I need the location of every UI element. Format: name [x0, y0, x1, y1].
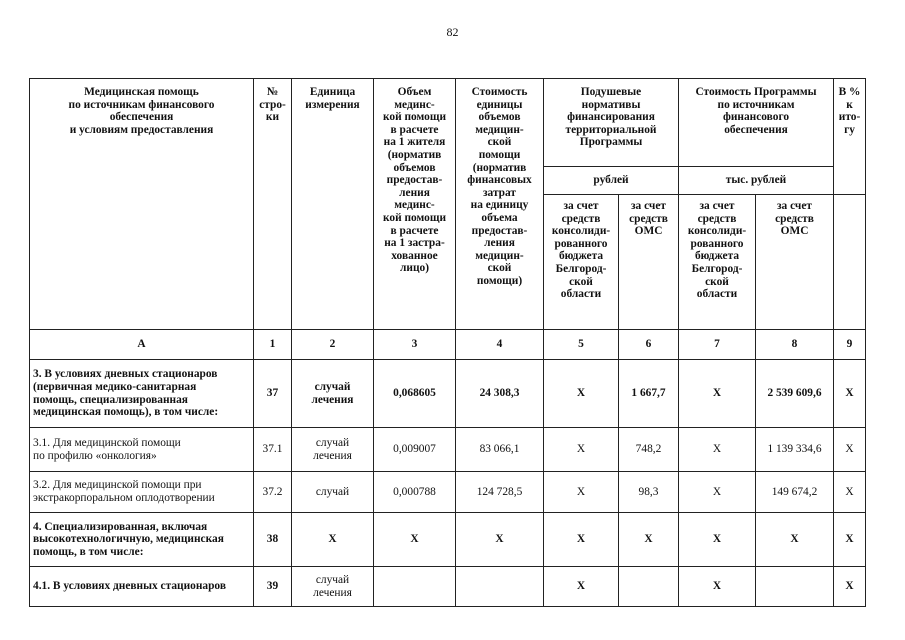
- row-number: 38: [254, 513, 292, 567]
- row-program-budget: Х: [679, 360, 756, 428]
- row-cost: 124 728,5: [456, 472, 544, 513]
- row-number: 37.1: [254, 428, 292, 472]
- row-per-capita-oms: 1 667,7: [619, 360, 679, 428]
- row-program-oms: Х: [756, 513, 834, 567]
- row-per-capita-oms: 98,3: [619, 472, 679, 513]
- row-program-oms: 1 139 334,6: [756, 428, 834, 472]
- row-program-budget: Х: [679, 513, 756, 567]
- row-number: 37.2: [254, 472, 292, 513]
- row-cost: [456, 567, 544, 607]
- row-percent: Х: [834, 360, 866, 428]
- row-per-capita-budget: Х: [544, 513, 619, 567]
- row-label: 3.1. Для медицинской помощи по профилю «онкология»: [30, 428, 254, 472]
- row-percent: Х: [834, 428, 866, 472]
- table-row: [30, 360, 866, 428]
- row-label: 3. В условиях дневных стационаров (первичная медико-санитарная помощь, специализированная медицинская помощь), в том числе:: [30, 360, 254, 428]
- row-label: 3.2. Для медицинской помощи при экстракорпоральном оплодотворении: [30, 472, 254, 513]
- row-unit: случай лечения: [292, 360, 374, 428]
- row-percent: Х: [834, 513, 866, 567]
- header-unit: Единица измерения: [292, 79, 374, 330]
- row-label: 4.1. В условиях дневных стационаров: [30, 567, 254, 607]
- column-number: 5: [544, 330, 619, 360]
- header-conditions: Медицинская помощь по источникам финансового обеспечения и условиям предоставления: [30, 79, 254, 330]
- row-number: 37: [254, 360, 292, 428]
- row-per-capita-budget: Х: [544, 428, 619, 472]
- header-percent: В % к ито- гу: [834, 79, 866, 195]
- column-number: 2: [292, 330, 374, 360]
- header-program-oms: за счет средств ОМС: [756, 195, 834, 330]
- row-program-oms: [756, 567, 834, 607]
- header-per-capita: Подушевые нормативы финансирования территориальной Программы: [544, 79, 679, 167]
- row-per-capita-budget: Х: [544, 472, 619, 513]
- row-unit: случай: [292, 472, 374, 513]
- column-number: 7: [679, 330, 756, 360]
- column-number: 9: [834, 330, 866, 360]
- row-cost: 83 066,1: [456, 428, 544, 472]
- column-number: 6: [619, 330, 679, 360]
- row-per-capita-oms: Х: [619, 513, 679, 567]
- row-percent: Х: [834, 472, 866, 513]
- column-number: 4: [456, 330, 544, 360]
- row-volume: [374, 567, 456, 607]
- row-volume: 0,068605: [374, 360, 456, 428]
- row-program-budget: Х: [679, 567, 756, 607]
- column-number: А: [30, 330, 254, 360]
- row-program-oms: 2 539 609,6: [756, 360, 834, 428]
- page-number: 82: [446, 25, 459, 39]
- header-per-capita-unit: рублей: [544, 167, 679, 195]
- header-volume: Объем мединс- кой помощи в расчете на 1 жителя (норматив объемов предостав- ления мединс- кой помощи в расчете на 1 застра- хованное лицо): [374, 79, 456, 330]
- row-program-budget: Х: [679, 472, 756, 513]
- row-unit: Х: [292, 513, 374, 567]
- header-per-capita-oms: за счет средств ОМС: [619, 195, 679, 330]
- column-number: 3: [374, 330, 456, 360]
- row-label: 4. Специализированная, включая высокотехнологичную, медицинская помощь, в том числе:: [30, 513, 254, 567]
- header-per-capita-budget: за счет средств консолиди- рованного бюджета Белгород- ской области: [544, 195, 619, 330]
- financing-table: [29, 78, 866, 607]
- table-row: [30, 472, 866, 513]
- header-program-budget: за счет средств консолиди- рованного бюджета Белгород- ской области: [679, 195, 756, 330]
- row-percent: Х: [834, 567, 866, 607]
- row-unit: случай лечения: [292, 428, 374, 472]
- header-row-number: № стро- ки: [254, 79, 292, 330]
- row-per-capita-oms: 748,2: [619, 428, 679, 472]
- row-cost: 24 308,3: [456, 360, 544, 428]
- row-per-capita-budget: Х: [544, 567, 619, 607]
- row-cost: Х: [456, 513, 544, 567]
- row-volume: 0,009007: [374, 428, 456, 472]
- column-number: 1: [254, 330, 292, 360]
- row-program-oms: 149 674,2: [756, 472, 834, 513]
- column-number: 8: [756, 330, 834, 360]
- row-volume: Х: [374, 513, 456, 567]
- row-unit: случай лечения: [292, 567, 374, 607]
- row-per-capita-oms: [619, 567, 679, 607]
- header-percent-blank: [834, 195, 866, 330]
- row-number: 39: [254, 567, 292, 607]
- row-per-capita-budget: Х: [544, 360, 619, 428]
- row-program-budget: Х: [679, 428, 756, 472]
- header-program-cost-unit: тыс. рублей: [679, 167, 834, 195]
- header-unit-cost: Стоимость единицы объемов медицин- ской помощи (норматив финансовых затрат на единицу объема предостав- ления медицин- ской помощи): [456, 79, 544, 330]
- table-row: [30, 513, 866, 567]
- header-program-cost: Стоимость Программы по источникам финансового обеспечения: [679, 79, 834, 167]
- row-volume: 0,000788: [374, 472, 456, 513]
- table-row: [30, 567, 866, 607]
- table-row: [30, 428, 866, 472]
